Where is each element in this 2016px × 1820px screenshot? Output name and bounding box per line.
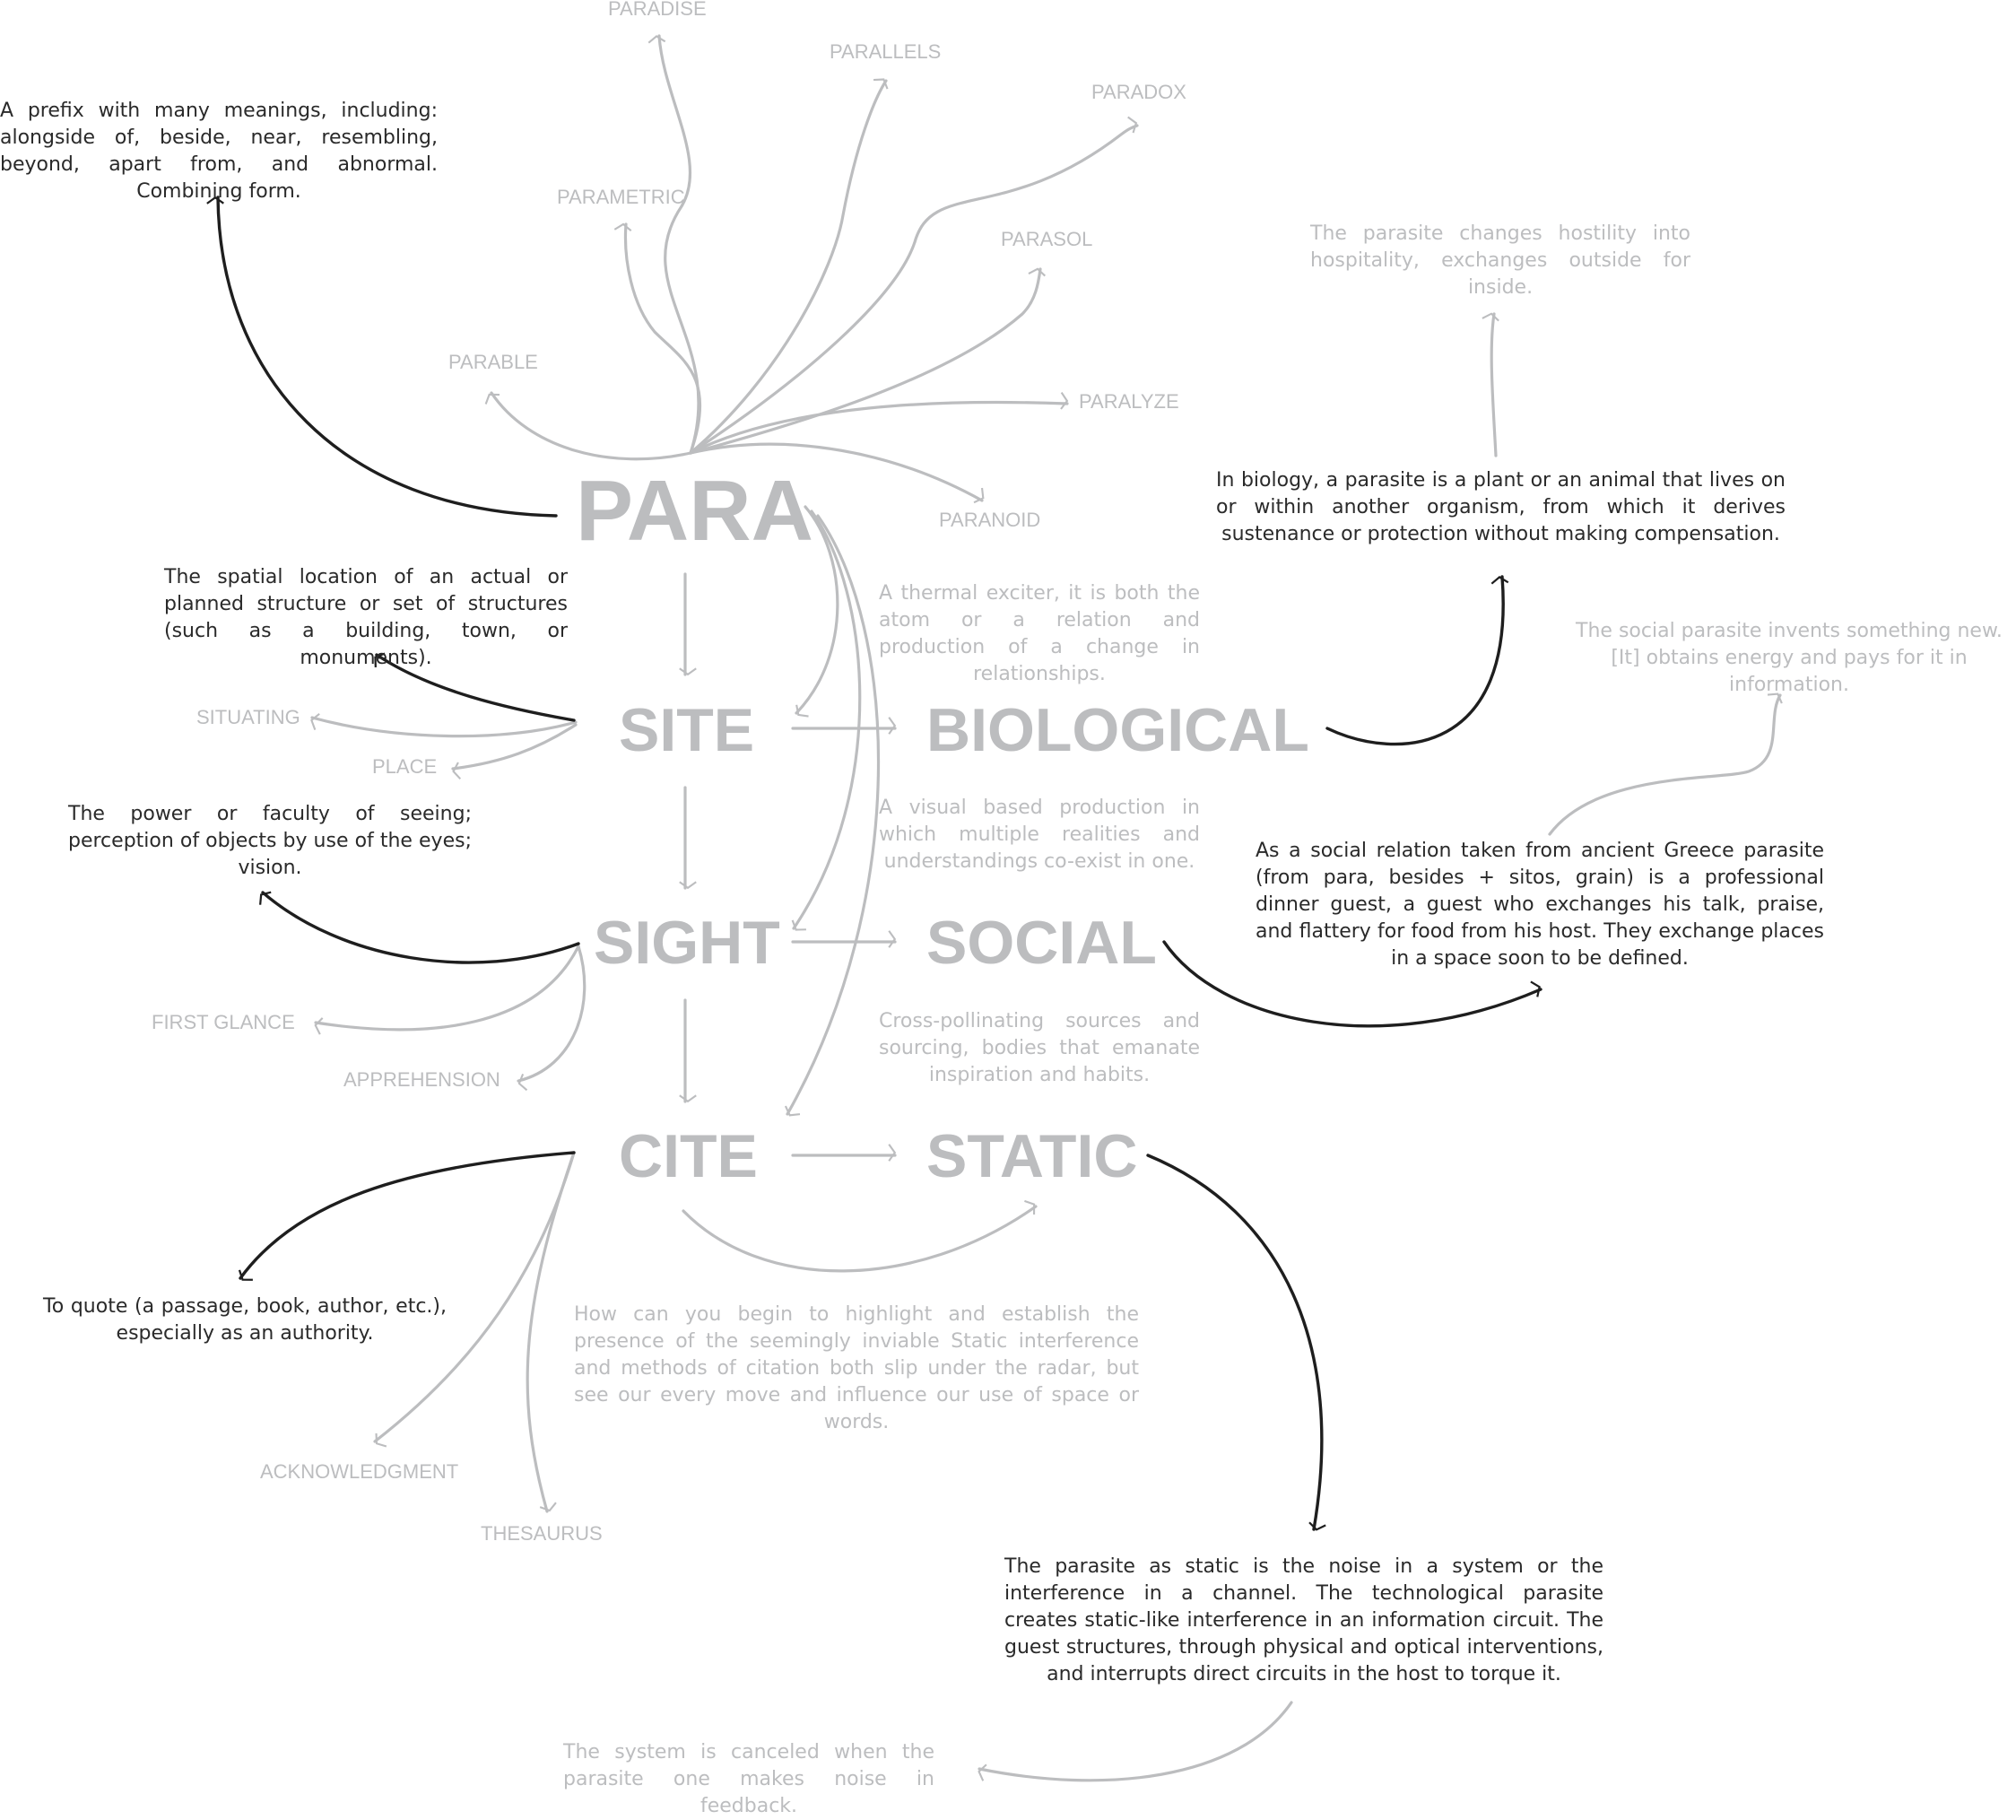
arrow-biological-to-biology <box>1327 577 1503 745</box>
arrow-social-to-social-parasite <box>1550 695 1780 834</box>
definition-site: The spatial location of an actual or planned structure or set of structures (such as a building, town, or monuments). <box>164 566 568 669</box>
label-situating: SITUATING <box>196 706 300 728</box>
label-apprehension: APPREHENSION <box>343 1068 500 1091</box>
label-acknowledgment: ACKNOWLEDGMENT <box>260 1460 459 1483</box>
arrow-cite-curve-to-static <box>683 1206 1036 1271</box>
arrow-to-parable <box>491 393 691 459</box>
arrow-biology-to-hospitality <box>1491 314 1496 456</box>
label-first-glance: FIRST GLANCE <box>152 1011 295 1033</box>
note-visual: A visual based production in which multiple realities and understandings co-exist in one. <box>879 797 1200 873</box>
arrow-to-parallels <box>691 81 886 453</box>
label-paranoid: PARANOID <box>939 509 1041 531</box>
definition-prefix: A prefix with many meanings, including: alongside of, beside, near, resembling, beyond, apart from, and abnormal. Combining form. <box>0 100 438 203</box>
definition-static-noise: The parasite as static is the noise in a system or the interference in a channel. The technological parasite creates static-like interference in an information circuit. The guest structures, through physical and optical interventions, and interrupts direct circuits in the host to torque it. <box>1004 1555 1603 1685</box>
node-cite: CITE <box>619 1122 758 1190</box>
label-paralyze: PARALYZE <box>1079 390 1179 413</box>
arrow-para-to-cite <box>787 516 879 1114</box>
node-sight: SIGHT <box>594 909 780 977</box>
label-parable: PARABLE <box>448 351 538 373</box>
node-site: SITE <box>619 696 755 764</box>
arrow-sight-to-definition <box>263 893 578 962</box>
arrow-to-thesaurus <box>527 1153 574 1511</box>
definition-social-relation: As a social relation taken from ancient Greece parasite (from para, besides + sitos, grain) is a professional dinner guest, a guest who exchanges his talk, praise, and flattery for food from his host. They exchange places in a space soon to be defined. <box>1256 840 1824 970</box>
node-static: STATIC <box>926 1122 1138 1190</box>
label-parametric: PARAMETRIC <box>557 186 685 208</box>
arrow-to-situating <box>312 718 576 736</box>
definition-biology: In biology, a parasite is a plant or an animal that lives on or within another organism, from which it derives sustenance or protection without making compensation. <box>1216 469 1786 545</box>
label-place: PLACE <box>372 755 438 778</box>
note-cross-pollinating: Cross-pollinating sources and sourcing, bodies that emanate inspiration and habits. <box>879 1010 1200 1086</box>
label-paradise: PARADISE <box>608 0 707 20</box>
label-thesaurus: THESAURUS <box>481 1522 603 1545</box>
arrow-to-place <box>453 725 576 769</box>
node-biological: BIOLOGICAL <box>926 696 1309 764</box>
definition-sight: The power or faculty of seeing; perception of objects by use of the eyes; vision. <box>68 803 472 879</box>
arrow-to-first-glance <box>316 946 578 1030</box>
arrow-to-parametric <box>625 224 700 453</box>
arrow-static-to-static-noise <box>1148 1155 1322 1529</box>
node-para: PARA <box>576 463 813 559</box>
arrow-to-parasol <box>691 269 1040 453</box>
arrow-to-apprehension <box>518 946 585 1081</box>
definition-cite: To quote (a passage, book, author, etc.), especially as an authority. <box>43 1295 447 1345</box>
note-social-parasite: The social parasite invents something new. [It] obtains energy and pays for it in information. <box>1576 620 2003 696</box>
label-parallels: PARALLELS <box>830 40 942 63</box>
note-thermal: A thermal exciter, it is both the atom or a relation and production of a change in relationships. <box>879 582 1200 685</box>
arrow-para-to-sight <box>794 511 860 928</box>
arrow-to-paradise <box>659 36 699 453</box>
arrow-cite-to-definition <box>240 1153 574 1278</box>
note-static-question: How can you begin to highlight and establish the presence of the seemingly inviable Static interference and methods of citation both slip under the radar, but see our every move and influence our use of space or words. <box>574 1303 1139 1433</box>
node-social: SOCIAL <box>926 909 1157 977</box>
label-parasol: PARASOL <box>1001 228 1093 250</box>
arrow-static-to-feedback <box>979 1702 1291 1781</box>
note-feedback: The system is canceled when the parasite one makes noise in feedback. <box>563 1741 934 1817</box>
label-paradox: PARADOX <box>1091 81 1186 103</box>
note-hospitality: The parasite changes hostility into hospitality, exchanges outside for inside. <box>1310 222 1690 299</box>
